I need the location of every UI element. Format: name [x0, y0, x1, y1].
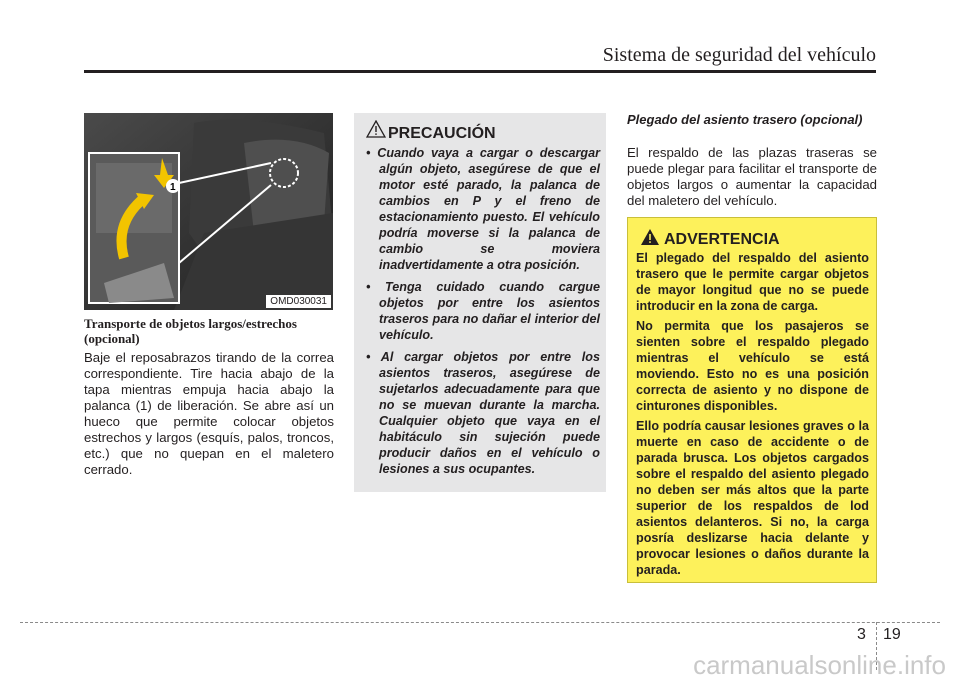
- photo-code: OMD030031: [266, 295, 331, 308]
- caution-triangle-icon: [366, 120, 386, 138]
- caution-title: PRECAUCIÓN: [388, 125, 496, 142]
- watermark: carmanualsonline.info: [693, 650, 946, 680]
- caution-list: [364, 145, 600, 483]
- warning-triangle-icon: [640, 228, 660, 246]
- chapter-number: 3: [857, 626, 866, 643]
- section-heading-folding: Plegado del asiento trasero (opcional): [627, 112, 863, 127]
- warning-paragraph: No permita que los pasajeros se sienten sobre el respaldo plegado mientras el vehículo se está moviendo. Esto no es una posición correcta de asiento y no dispone de cinturones disponibles.: [636, 319, 869, 413]
- section-body-folding: El respaldo de las plazas traseras se puede plegar para facilitar el transporte de objetos largos o aumentar la capacidad del maletero del vehículo.: [627, 145, 877, 208]
- section-body-transport: Baje el reposabrazos tirando de la correa correspondiente. Tire hacia abajo de la tapa mientras empuja hacia abajo la palanca (1) de liberación. Se abre así un hueco que permite colocar objetos estrechos y largos (esquís, palos, troncos, etc.) que no quepan en el maletero cerrado.: [84, 350, 334, 477]
- caution-item: • Tenga cuidado cuando cargue objetos por entre los asientos traseros para no dañar el interior del vehículo.: [366, 280, 600, 342]
- warning-paragraphs: [636, 250, 869, 582]
- page-number: 19: [883, 626, 901, 643]
- caution-item: • Al cargar objetos por entre los asientos traseros, asegúrese de sujetarlos adecuadamente para que no se muevan durante la marcha. Cualquier objeto que vaya en el habitáculo sin sujeción puede producir daños en el vehículo o lesiones a sus ocupantes.: [366, 350, 600, 476]
- warning-box: [627, 217, 877, 583]
- section-heading-transport: Transporte de objetos largos/estrechos (opcional): [84, 316, 297, 346]
- page-header-title: Sistema de seguridad del vehículo: [602, 44, 876, 66]
- header-rule: [84, 70, 876, 73]
- footer-rule: [20, 622, 940, 623]
- warning-title: ADVERTENCIA: [664, 231, 780, 248]
- caution-box: [354, 113, 606, 492]
- seat-photo: [84, 113, 333, 310]
- callout-number: 1: [170, 182, 176, 193]
- caution-item: • Cuando vaya a cargar o descargar algún objeto, asegúrese de que el motor esté parado, la palanca de cambios en P y el freno de estacionamiento puesto. El vehículo podría moverse si la palanca de cambio se moviera inadvertidamente a otra posición.: [366, 146, 600, 272]
- warning-paragraph: El plegado del respaldo del asiento trasero que le permite cargar objetos de mayor longitud que no se puede introducir en la zona de carga.: [636, 251, 869, 313]
- seat-illustration: [84, 113, 333, 310]
- warning-paragraph: Ello podría causar lesiones graves o la muerte en caso de accidente o de parada brusca. Los objetos cargados sobre el respaldo del asiento plegado no deben ser más altos que la parte superior de los respaldos de lod asientos delanteros. Si no, la carga posría deslizarse hacia delante y provocar lesiones o daños durante la parada.: [636, 419, 869, 577]
